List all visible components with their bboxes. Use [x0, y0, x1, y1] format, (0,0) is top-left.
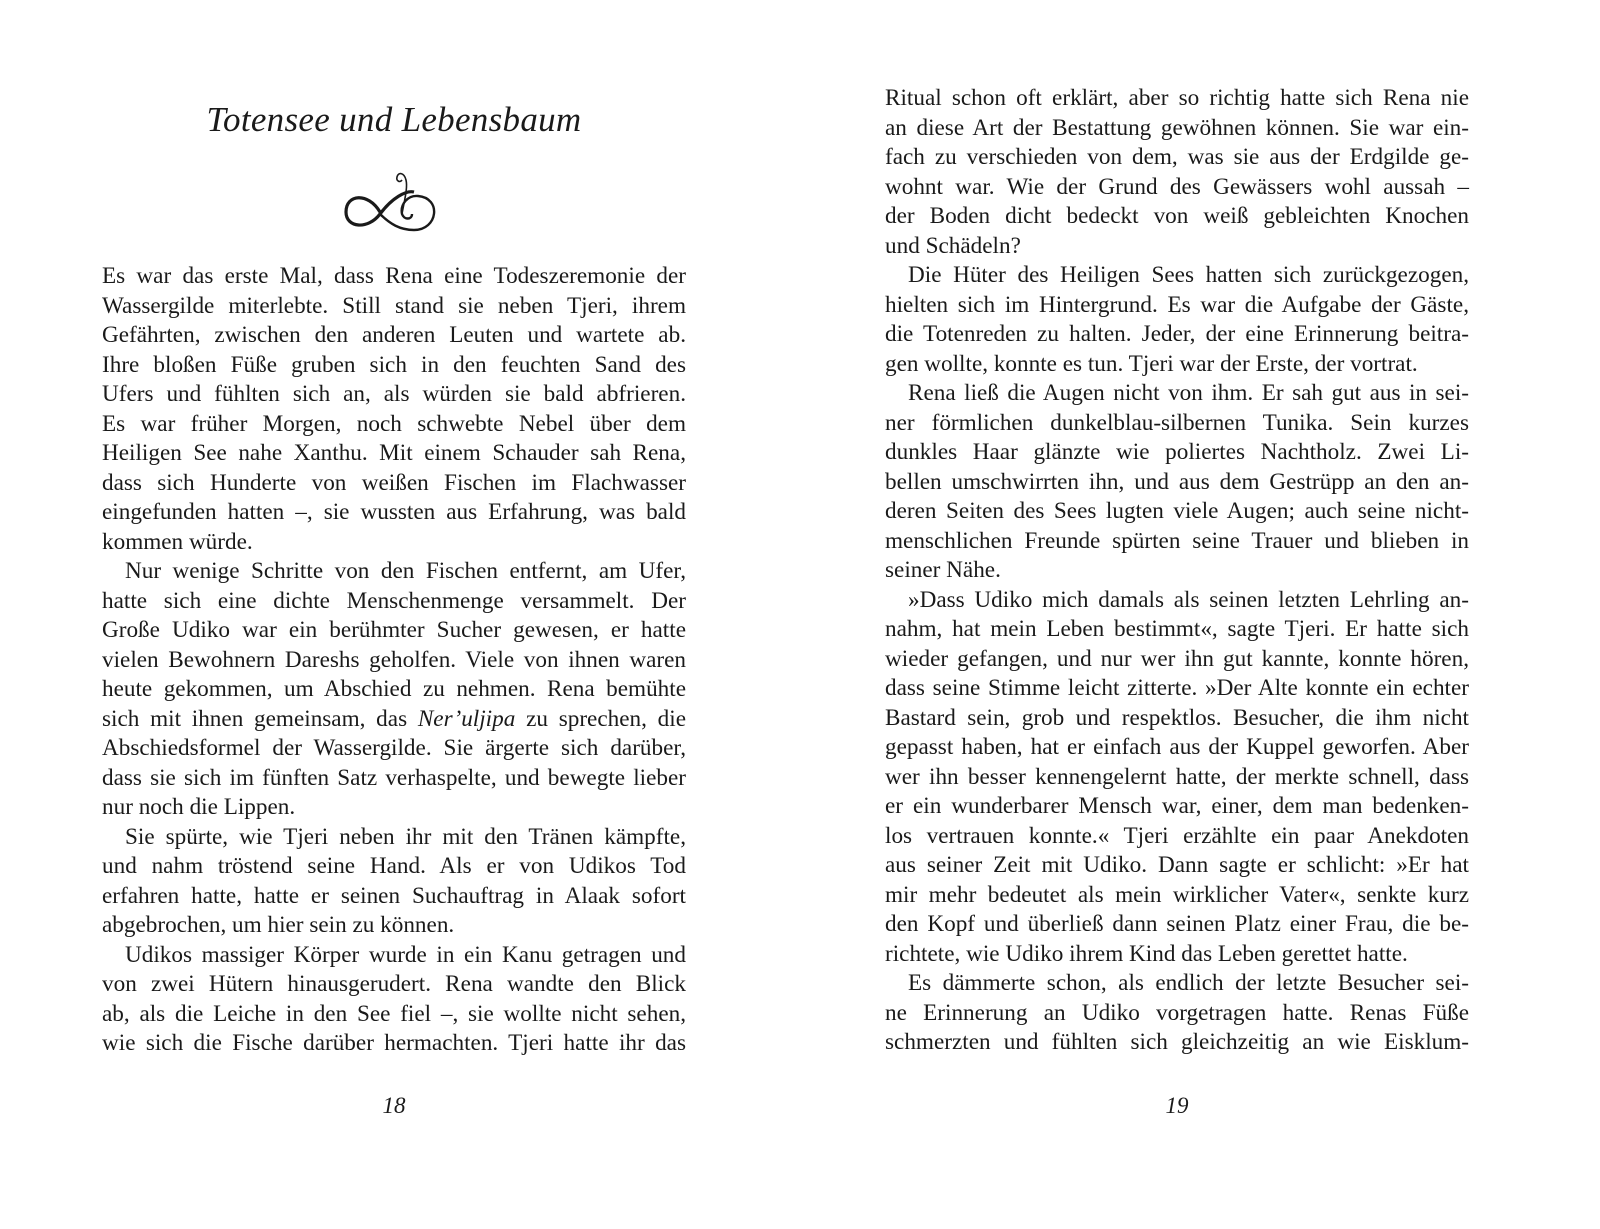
text-line: Ritual schon oft erklärt, aber so richtig hatte sich Rena nie [885, 85, 1469, 111]
text-line: Abschiedsformel der Wassergilde. Sie ärgerte sich darüber, [102, 735, 686, 761]
text-line: Rena ließ die Augen nicht von ihm. Er sah gut aus in sei- [908, 380, 1469, 406]
text-line: ab, als die Leiche in den See fiel –, sie wollte nicht sehen, [102, 1000, 686, 1027]
text-line: fach zu verschieden von dem, was sie aus der Erdgilde ge- [885, 144, 1469, 170]
text-line: wohnt war. Wie der Grund des Gewässers wohl aussah – [885, 173, 1469, 200]
text-line: deren Seiten des Sees lugten viele Augen; auch seine nicht- [885, 498, 1469, 524]
text-line: erfahren hatte, hatte er seinen Suchauftrag in Alaak sofort [102, 882, 686, 909]
text-line: »Dass Udiko mich damals als seinen letzten Lehrling an- [908, 586, 1469, 613]
text-line: Bastard sein, grob und respektlos. Besucher, die ihm nicht [885, 704, 1469, 731]
text-line: eingefunden hatten –, sie wussten aus Erfahrung, was bald [102, 499, 686, 525]
text-line: hatte sich eine dichte Menschenmenge versammelt. Der [102, 587, 686, 614]
page-number-right: 19 [1165, 1093, 1189, 1118]
text-line: Sie spürte, wie Tjeri neben ihr mit den Tränen kämpfte, [125, 823, 686, 850]
text-line: Es war früher Morgen, noch schwebte Nebel über dem [102, 410, 686, 437]
text-segment: zu sprechen, die [515, 705, 686, 732]
left-page-body [102, 262, 686, 1059]
text-line: er ein wunderbarer Mensch war, einer, dem man bedenken- [885, 793, 1469, 819]
text-line [102, 705, 686, 735]
text-segment: sich mit ihnen gemeinsam, das [102, 705, 418, 732]
text-line: Wassergilde miterlebte. Still stand sie neben Tjeri, ihrem [102, 292, 686, 319]
text-line: dass seine Stimme leicht zitterte. »Der Alte konnte ein echter [885, 675, 1469, 701]
text-line: vielen Bewohnern Dareshs geholfen. Viele von ihnen waren [102, 646, 686, 673]
text-line: von zwei Hütern hinausgerudert. Rena wandte den Blick [102, 971, 686, 997]
text-line: nur noch die Lippen. [102, 794, 296, 820]
text-line: Ihre bloßen Füße gruben sich in den feuchten Sand des [102, 351, 686, 378]
text-line: und nahm tröstend seine Hand. Als er von Udikos Tod [102, 853, 686, 879]
text-line: Große Udiko war ein berühmter Sucher gewesen, er hatte [102, 617, 686, 643]
text-line: heute gekommen, um Abschied zu nehmen. Rena bemühte [102, 676, 686, 702]
text-line: Gefährten, zwischen den anderen Leuten und wartete ab. [102, 322, 686, 348]
text-line: Udikos massiger Körper wurde in ein Kanu getragen und [125, 941, 686, 968]
text-line: ner förmlichen dunkelblau-silbernen Tunika. Sein kurzes [885, 409, 1469, 436]
text-line: Es dämmerte schon, als endlich der letzte Besucher sei- [908, 970, 1469, 996]
text-line: Ufers und fühlten sich an, als würden sie bald abfrieren. [102, 381, 686, 407]
text-line: ne Erinnerung an Udiko vorgetragen hatte. Renas Füße [885, 999, 1469, 1026]
text-line: Nur wenige Schritte von den Fischen entfernt, am Ufer, [125, 558, 686, 584]
text-line: dass sich Hunderte von weißen Fischen im Flachwasser [102, 469, 686, 496]
text-line: dunkles Haar glänzte wie poliertes Nachtholz. Zwei Li- [885, 439, 1469, 465]
text-line: menschlichen Freunde spürten seine Trauer und blieben in [885, 527, 1469, 554]
text-line: hielten sich im Hintergrund. Es war die Aufgabe der Gäste, [885, 291, 1469, 318]
text-line: der Boden dicht bedeckt von weiß gebleichten Knochen [885, 203, 1469, 229]
text-line: dass sie sich im fünften Satz verhaspelte, und bewegte lieber [102, 764, 686, 791]
text-line: abgebrochen, um hier sein zu können. [102, 912, 455, 938]
text-line: los vertrauen konnte.« Tjeri erzählte ein paar Anekdoten [885, 822, 1469, 849]
flourish-ornament-icon [342, 168, 446, 234]
text-line: aus seiner Zeit mit Udiko. Dann sagte er schlicht: »Er hat [885, 852, 1469, 878]
text-line: gepasst haben, hat er einfach aus der Kuppel geworfen. Aber [885, 734, 1469, 760]
text-line: Die Hüter des Heiligen Sees hatten sich zurückgezogen, [908, 262, 1469, 288]
text-line: die Totenreden zu halten. Jeder, der eine Erinnerung beitra- [885, 321, 1469, 347]
chapter-title: Totensee und Lebensbaum [206, 100, 582, 139]
text-line: wieder gefangen, und nur wer ihn gut kannte, konnte hören, [885, 645, 1469, 672]
italic-term: Ner’uljipa [417, 705, 516, 732]
text-line: nahm, hat mein Leben bestimmt«, sagte Tjeri. Er hatte sich [885, 616, 1469, 642]
page-number-left: 18 [382, 1093, 406, 1118]
text-line: Es war das erste Mal, dass Rena eine Todeszeremonie der [102, 263, 686, 289]
text-line: an diese Art der Bestattung gewöhnen können. Sie war ein- [885, 114, 1469, 141]
text-line: richtete, wie Udiko ihrem Kind das Leben gerettet hatte. [885, 940, 1408, 967]
text-line: mir mehr bedeutet als mein wirklicher Vater«, senkte kurz [885, 881, 1469, 908]
text-line: bellen umschwirrten ihn, und aus dem Gestrüpp an den an- [885, 468, 1469, 495]
right-page-body [885, 84, 1469, 1058]
text-line: den Kopf und überließ dann seinen Platz einer Frau, die be- [885, 911, 1469, 937]
right-page [885, 0, 1497, 1229]
text-line: gen wollte, konnte es tun. Tjeri war der Erste, der vortrat. [885, 350, 1418, 377]
text-line: schmerzten und fühlten sich gleichzeitig an wie Eisklum- [885, 1029, 1469, 1055]
text-line: wer ihn besser kennengelernt hatte, der merkte schnell, dass [885, 763, 1469, 790]
text-line: kommen würde. [102, 528, 253, 555]
left-page [102, 0, 714, 1229]
text-line: und Schädeln? [885, 232, 1021, 259]
text-line: wie sich die Fische darüber hermachten. Tjeri hatte ihr das [102, 1030, 686, 1056]
text-line: seiner Nähe. [885, 557, 1001, 583]
text-line: Heiligen See nahe Xanthu. Mit einem Schauder sah Rena, [102, 440, 686, 466]
